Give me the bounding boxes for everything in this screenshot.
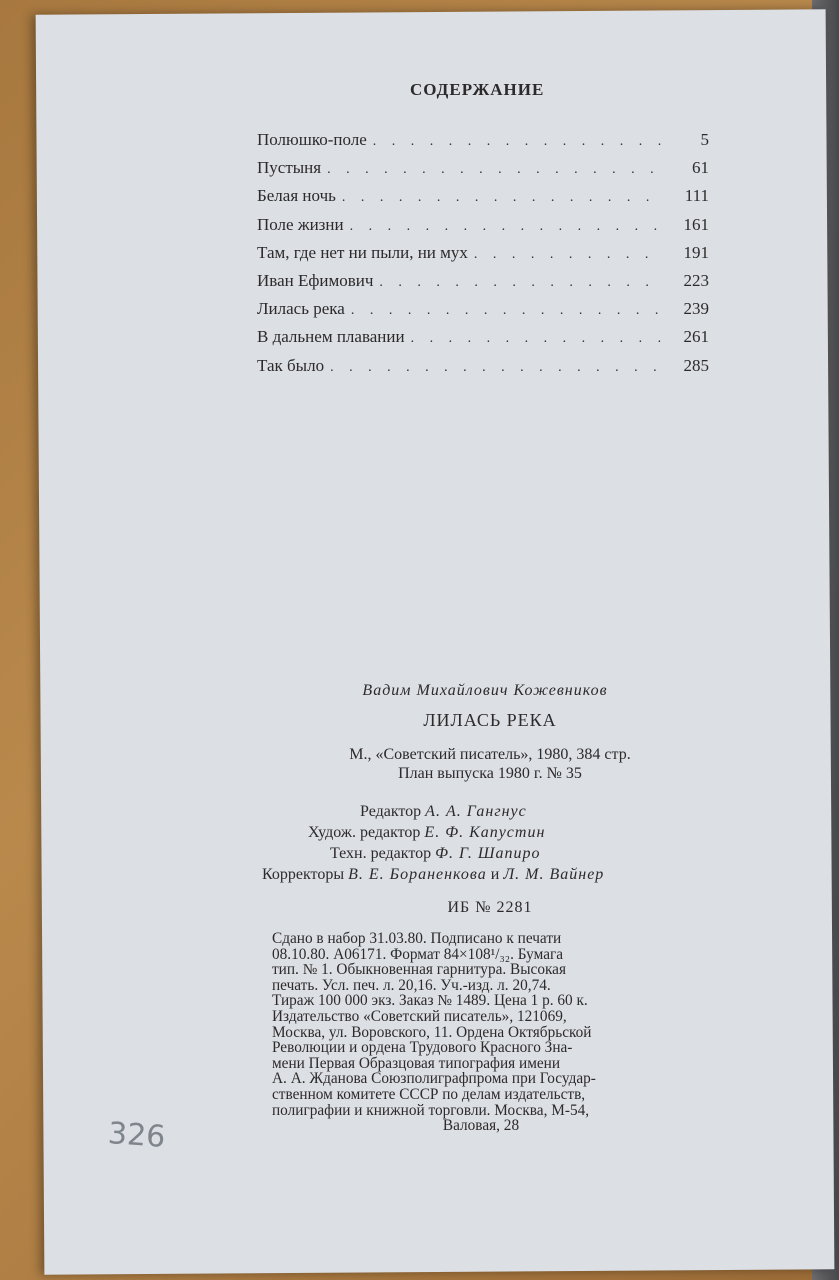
plan-line: План выпуска 1980 г. № 35 bbox=[398, 765, 582, 782]
editor-line: Редактор А. А. Гангнус bbox=[360, 803, 527, 820]
entry-title: В дальнем плавании bbox=[257, 327, 405, 347]
contents-entry bbox=[257, 186, 709, 214]
details-line: полиграфии и книжной торговли. Москва, М-54, bbox=[272, 1101, 590, 1119]
details-line: мени Первая Образцовая типография имени bbox=[272, 1054, 561, 1072]
leader-dots bbox=[350, 219, 663, 235]
details-line: тип. № 1. Обыкновенная гарнитура. Высокая bbox=[272, 961, 566, 979]
tech-editor-line: Техн. редактор Ф. Г. Шапиро bbox=[330, 845, 541, 862]
details-line: Тираж 100 000 экз. Заказ № 1489. Цена 1 р. 60 к. bbox=[272, 992, 588, 1010]
publication-line: М., «Советский писатель», 1980, 384 стр. bbox=[349, 746, 631, 763]
contents-entry bbox=[257, 130, 709, 158]
contents-list bbox=[257, 130, 709, 384]
leader-dots bbox=[330, 360, 663, 376]
leader-dots bbox=[327, 162, 663, 178]
contents-entry bbox=[257, 243, 709, 271]
leader-dots bbox=[379, 275, 663, 291]
contents-entry bbox=[257, 356, 709, 384]
leader-dots bbox=[474, 247, 663, 263]
correctors-line: Корректоры В. Е. Бораненкова и Л. М. Вайнер bbox=[262, 866, 605, 883]
entry-title: Белая ночь bbox=[257, 186, 336, 206]
ib-number: ИБ № 2281 bbox=[447, 899, 533, 916]
address-line: Валовая, 28 bbox=[442, 1117, 520, 1135]
art-editor-line: Худож. редактор Е. Ф. Капустин bbox=[308, 824, 546, 841]
details-line: Революции и ордена Трудового Красного Зна- bbox=[272, 1039, 573, 1057]
entry-page: 285 bbox=[683, 355, 709, 375]
details-line: Москва, ул. Воровского, 11. Ордена Октябрьской bbox=[272, 1023, 592, 1041]
contents-entry bbox=[257, 215, 709, 243]
entry-title: Там, где нет ни пыли, ни мух bbox=[257, 242, 468, 262]
entry-title: Полюшко-поле bbox=[257, 130, 367, 149]
leader-dots bbox=[342, 190, 663, 206]
print-details bbox=[272, 931, 690, 1134]
staff-credits bbox=[260, 801, 700, 885]
details-line: Издательство «Советский писатель», 121069, bbox=[272, 1007, 567, 1025]
details-line: Сдано в набор 31.03.80. Подписано к печати bbox=[272, 930, 562, 947]
details-line: печать. Усл. печ. л. 20,16. Уч.-изд. л. 20,74. bbox=[272, 976, 551, 994]
author-name: Вадим Михайлович Кожевников bbox=[362, 682, 608, 699]
entry-page: 61 bbox=[692, 158, 709, 178]
publication-info bbox=[280, 745, 700, 783]
contents-heading: СОДЕРЖАНИЕ bbox=[410, 80, 545, 99]
entry-page: 261 bbox=[683, 327, 709, 347]
entry-title: Так было bbox=[257, 355, 325, 375]
book-title: ЛИЛАСЬ РЕКА bbox=[423, 710, 557, 730]
entry-title: Пустыня bbox=[257, 158, 322, 178]
leader-dots bbox=[373, 134, 663, 150]
entry-title: Лилась река bbox=[257, 299, 345, 319]
leader-dots bbox=[351, 303, 663, 319]
leader-dots bbox=[411, 331, 663, 347]
details-line: А. А. Жданова Союзполиграфпрома при Государ- bbox=[272, 1070, 596, 1088]
stamped-number: 326 bbox=[106, 1116, 167, 1155]
contents-entry bbox=[257, 158, 709, 186]
entry-page: 111 bbox=[684, 186, 709, 206]
entry-page: 191 bbox=[683, 242, 709, 262]
entry-page: 239 bbox=[683, 299, 709, 319]
contents-entry bbox=[257, 299, 709, 327]
entry-page: 161 bbox=[683, 214, 709, 234]
details-line: ственном комитете СССР по делам издательств, bbox=[272, 1085, 586, 1103]
entry-title: Иван Ефимович bbox=[257, 270, 374, 290]
details-line: 08.10.80. А06171. Формат 84×108¹/₃₂. Бумага bbox=[272, 945, 564, 963]
contents-entry bbox=[257, 271, 709, 299]
contents-entry bbox=[257, 327, 709, 355]
entry-title: Поле жизни bbox=[257, 214, 344, 234]
entry-page: 223 bbox=[683, 270, 709, 290]
entry-page: 5 bbox=[700, 130, 709, 149]
imprint-block bbox=[260, 682, 700, 1134]
